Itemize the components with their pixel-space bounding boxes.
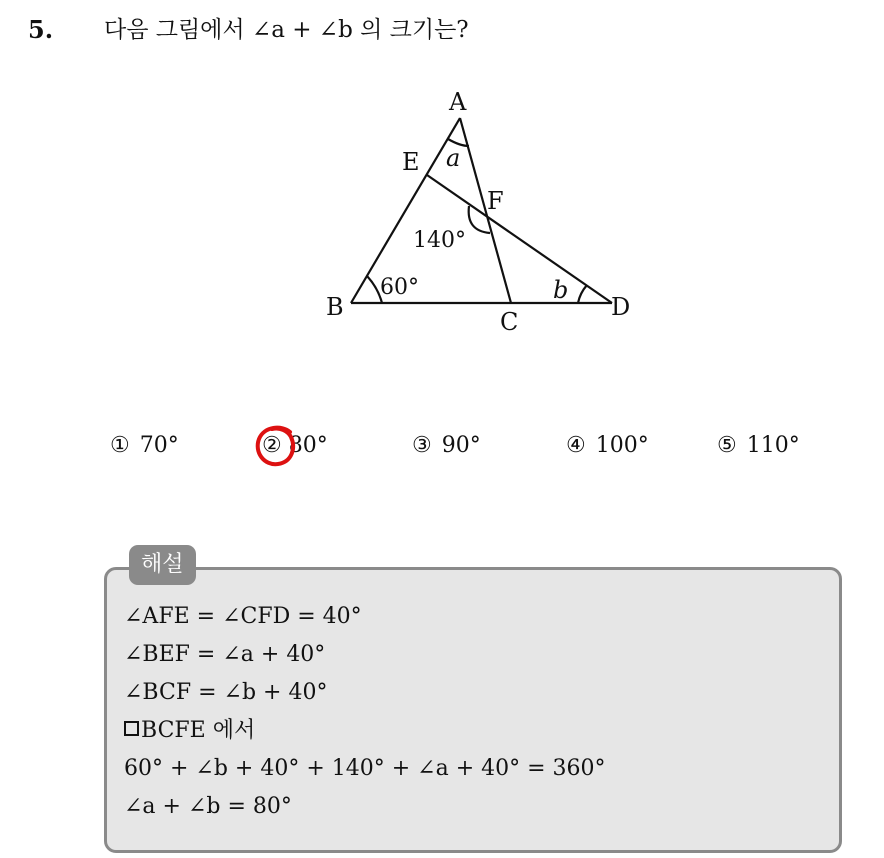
- explanation-line-4: [124, 712, 606, 750]
- label-angle-B: 60°: [380, 275, 419, 300]
- choice-2-mark: ②: [262, 433, 282, 458]
- explanation-line-3: ∠BCF = ∠b + 40°: [124, 680, 328, 705]
- explanation-line-2: ∠BEF = ∠a + 40°: [124, 642, 326, 667]
- explanation-line-4-text: BCFE 에서: [141, 718, 256, 743]
- choice-4-value: 100°: [595, 433, 649, 458]
- choice-5-mark: ⑤: [717, 433, 737, 458]
- choice-5[interactable]: [717, 428, 800, 464]
- label-angle-b: b: [553, 276, 569, 304]
- explanation-line-1: ∠AFE = ∠CFD = 40°: [124, 604, 362, 629]
- explanation-title: 해설: [129, 545, 196, 585]
- selected-answer-circle-icon: [252, 422, 302, 472]
- arc-angle-b: [578, 285, 587, 303]
- choices: [0, 428, 884, 468]
- choice-4[interactable]: [566, 428, 649, 464]
- choice-1-value: 70°: [139, 433, 179, 458]
- choice-4-mark: ④: [566, 433, 586, 458]
- label-D: D: [611, 293, 631, 321]
- label-F: F: [487, 187, 504, 215]
- quadrilateral-icon: [124, 721, 139, 736]
- question-number: 5.: [28, 15, 54, 44]
- explanation-lines: [124, 598, 606, 826]
- question-text: 다음 그림에서 ∠a + ∠b 의 크기는?: [104, 17, 469, 43]
- label-C: C: [500, 308, 519, 336]
- choice-2-value: 80°: [288, 433, 328, 458]
- label-E: E: [402, 148, 420, 176]
- choice-1[interactable]: [110, 428, 179, 464]
- label-A: A: [449, 88, 467, 116]
- choice-5-value: 110°: [746, 433, 800, 458]
- choice-3-value: 90°: [441, 433, 481, 458]
- label-angle-EFC: 140°: [413, 228, 466, 253]
- choice-3[interactable]: [412, 428, 481, 464]
- label-angle-a: a: [446, 144, 461, 172]
- explanation-line-6: ∠a + ∠b = 80°: [124, 794, 292, 819]
- triangle-figure: [0, 0, 884, 400]
- explanation-line-5: 60° + ∠b + 40° + 140° + ∠a + 40° = 360°: [124, 756, 606, 781]
- choice-1-mark: ①: [110, 433, 130, 458]
- label-B: B: [326, 293, 344, 321]
- choice-3-mark: ③: [412, 433, 432, 458]
